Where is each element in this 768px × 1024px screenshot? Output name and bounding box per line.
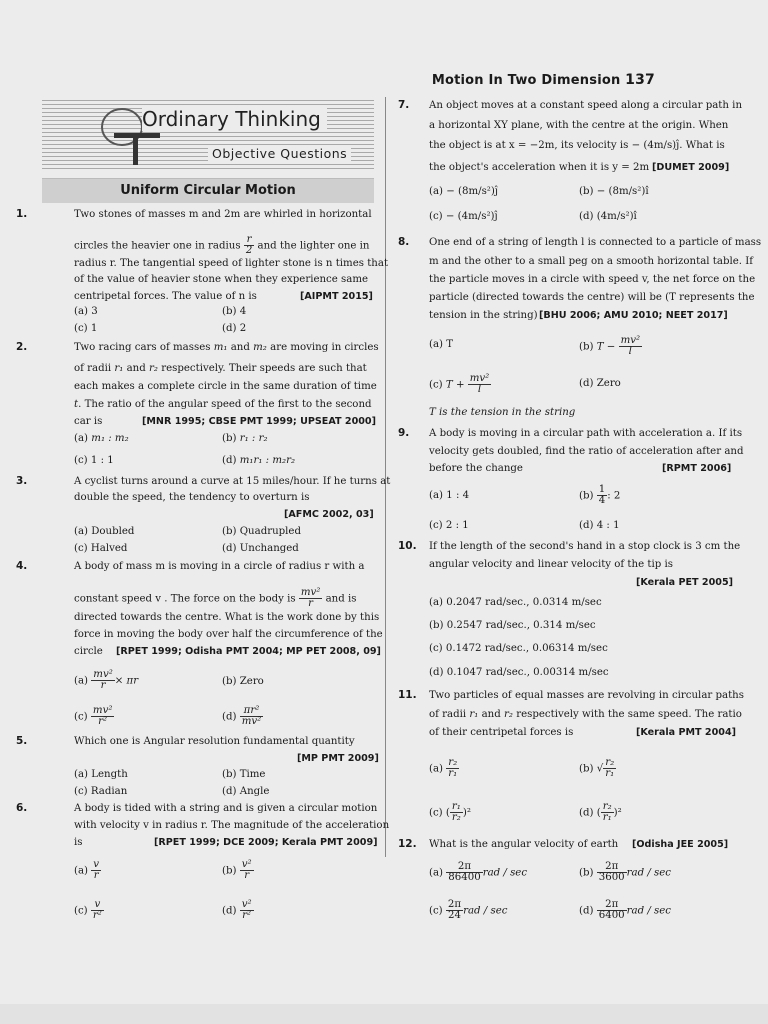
question-number: 4. bbox=[16, 560, 28, 572]
exam-source: [RPET 1999; DCE 2009; Kerala PMT 2009] bbox=[154, 837, 378, 848]
question-text: constant speed v . The force on the body is $\frac{\text{mv²}}{r}$ and is bbox=[74, 587, 357, 609]
option: (b) 4 bbox=[222, 306, 247, 317]
option: (d) Unchanged bbox=[222, 543, 299, 554]
question-text: double the speed, the tendency to overturn is bbox=[74, 492, 310, 503]
option: (b) 0.2547 rad/sec., 0.314 m/sec bbox=[429, 620, 596, 631]
question-text: If the length of the second's hand in a stop clock is 3 cm the bbox=[429, 541, 741, 552]
question-text: of their centripetal forces is bbox=[429, 727, 574, 738]
question-text: circles the heavier one in radius $\frac{r}{2}$ and the lighter one in bbox=[74, 234, 370, 256]
question-text: circle bbox=[74, 646, 103, 657]
question-number: 2. bbox=[16, 341, 28, 353]
question-text: with velocity v in radius r. The magnitude of the acceleration bbox=[74, 820, 390, 831]
option: (c) 2 : 1 bbox=[429, 520, 469, 531]
question-text: of radii r₁ and r₂ respectively with the same speed. The ratio bbox=[429, 709, 742, 720]
option: (a) 0.2047 rad/sec., 0.0314 m/sec bbox=[429, 597, 602, 608]
option: (c) 0.1472 rad/sec., 0.06314 m/sec bbox=[429, 643, 608, 654]
section-heading: Uniform Circular Motion bbox=[42, 178, 374, 203]
question-number: 3. bbox=[16, 475, 28, 487]
option: (d) m₁r₁ : m₂r₂ bbox=[222, 455, 296, 466]
question-text: radius r. The tangential speed of lighter stone is n times that bbox=[74, 258, 389, 269]
option: (b) $\frac{1}{4}$ : 2 bbox=[579, 484, 621, 506]
question-number: 7. bbox=[398, 99, 410, 111]
question-text: each makes a complete circle in the same duration of time bbox=[74, 381, 377, 392]
option: (d) (4m/s²)î bbox=[579, 211, 637, 222]
question-text: force in moving the body over half the circumference of the bbox=[74, 629, 383, 640]
question-text: What is the angular velocity of earth bbox=[429, 839, 619, 850]
page-bottom-edge bbox=[0, 1004, 768, 1024]
option: (c) $\frac{\text{mv²}}{\text{r²}}$ bbox=[74, 705, 113, 727]
option: (c) $\frac{v}{\text{r²}}$ bbox=[74, 899, 102, 921]
question-text: A cyclist turns around a curve at 15 miles/hour. If he turns at bbox=[74, 476, 391, 487]
question-text: Two stones of masses m and 2m are whirled in horizontal bbox=[74, 209, 372, 220]
exam-source: [RPET 1999; Odisha PMT 2004; MP PET 2008, 09] bbox=[116, 646, 381, 657]
option: (d) 0.1047 rad/sec., 0.00314 m/sec bbox=[429, 667, 609, 678]
exam-source: [AIPMT 2015] bbox=[300, 291, 373, 302]
option: (a) $\frac{2\pi}{86400}$ rad / sec bbox=[429, 861, 528, 883]
question-number: 6. bbox=[16, 802, 28, 814]
option: (a) Length bbox=[74, 769, 128, 780]
question-text: before the change bbox=[429, 463, 523, 474]
exam-source: [AFMC 2002, 03] bbox=[284, 509, 374, 520]
exam-source: [Odisha JEE 2005] bbox=[632, 839, 729, 850]
option: (a) $\frac{\text{mv²}}{r}$ × πr bbox=[74, 669, 139, 691]
option: (b) Quadrupled bbox=[222, 526, 301, 537]
exam-source: [MNR 1995; CBSE PMT 1999; UPSEAT 2000] bbox=[142, 416, 376, 427]
option: (b) $\frac{\text{v²}}{r}$ bbox=[222, 859, 252, 881]
exam-source: [RPMT 2006] bbox=[662, 463, 732, 474]
question-number: 10. bbox=[398, 540, 417, 552]
question-number: 9. bbox=[398, 427, 410, 439]
exam-source: [MP PMT 2009] bbox=[297, 753, 379, 764]
option: (b) r₁ : r₂ bbox=[222, 433, 268, 444]
option: (c) − (4m/s²)ĵ bbox=[429, 211, 498, 222]
option: (b) T − $\frac{\text{mv²}}{l}$ bbox=[579, 335, 641, 357]
option: (a) T bbox=[429, 339, 454, 350]
question-text: An object moves at a constant speed along a circular path in bbox=[429, 100, 743, 111]
question-text: a horizontal XY plane, with the centre at the origin. When bbox=[429, 120, 729, 131]
exam-source: [BHU 2006; AMU 2010; NEET 2017] bbox=[539, 310, 728, 321]
option: (b) Zero bbox=[222, 676, 264, 687]
question-text: the particle moves in a circle with speed v, the net force on the bbox=[429, 274, 756, 285]
question-text: A body is tided with a string and is given a circular motion bbox=[74, 803, 378, 814]
question-text: Two particles of equal masses are revolving in circular paths bbox=[429, 690, 744, 701]
question-text: of radii r₁ and r₂ respectively. Their speeds are such that bbox=[74, 363, 367, 374]
option: (a) − (8m/s²)ĵ bbox=[429, 186, 499, 197]
option: (d) $\frac{\text{πr²}}{\text{mv²}}$ bbox=[222, 705, 262, 727]
option: (b) Time bbox=[222, 769, 266, 780]
exam-source: [Kerala PMT 2004] bbox=[636, 727, 737, 738]
option: (a) m₁ : m₂ bbox=[74, 433, 129, 444]
question-number: 1. bbox=[16, 208, 28, 220]
question-text: tension in the string) bbox=[429, 310, 538, 321]
option: (c) T + $\frac{\text{mv²}}{l}$ bbox=[429, 373, 490, 395]
exam-source: [Kerala PET 2005] bbox=[636, 577, 734, 588]
option: (d) ( $\frac{\text{r₂}}{\text{r₁}}$ )² bbox=[579, 801, 622, 823]
option: (b) $\frac{2\pi}{3600}$ rad / sec bbox=[579, 861, 672, 883]
fraction: $\frac{r}{2}$ bbox=[245, 234, 253, 256]
option: (b) − (8m/s²)î bbox=[579, 186, 649, 197]
question-number: 5. bbox=[16, 735, 28, 747]
chapter-title: Motion In Two Dimension bbox=[431, 73, 621, 88]
question-text: is bbox=[74, 837, 83, 848]
question-text: t. The ratio of the angular speed of the first to the second bbox=[74, 399, 372, 410]
question-text: the object's acceleration when it is y = 2m bbox=[429, 162, 650, 173]
option: (c) 1 bbox=[74, 323, 98, 334]
question-text: directed towards the centre. What is the work done by this bbox=[74, 612, 380, 623]
option: (d) Angle bbox=[222, 786, 270, 797]
option: (d) $\frac{\text{v²}}{\text{r²}}$ bbox=[222, 899, 252, 921]
question-text: One end of a string of length l is connected to a particle of mass bbox=[429, 237, 762, 248]
running-header bbox=[432, 72, 655, 88]
option: (a) $\frac{\text{r₂}}{\text{r₁}}$ bbox=[429, 757, 458, 779]
fraction: $\frac{\text{mv²}}{r}$ bbox=[300, 587, 321, 609]
question-number: 12. bbox=[398, 838, 417, 850]
question-text: A body is moving in a circular path with acceleration a. If its bbox=[429, 428, 743, 439]
option: (b) √ $\frac{\text{r₂}}{\text{r₁}}$ bbox=[579, 757, 615, 779]
option: (c) Halved bbox=[74, 543, 128, 554]
option: (d) 2 bbox=[222, 323, 247, 334]
option: (a) 1 : 4 bbox=[429, 490, 470, 501]
question-text: m and the other to a small peg on a smooth horizontal table. If bbox=[429, 256, 754, 267]
option: (a) $\frac{v}{r}$ bbox=[74, 859, 100, 881]
brand-subtitle: Objective Questions bbox=[208, 146, 351, 161]
question-text: A body of mass m is moving in a circle of radius r with a bbox=[74, 561, 365, 572]
question-text: Two racing cars of masses m₁ and m₂ are moving in circles bbox=[74, 342, 379, 353]
option: (c) Radian bbox=[74, 786, 128, 797]
answer-note: T is the tension in the string bbox=[429, 407, 576, 418]
option: (c) ( $\frac{\text{r₁}}{\text{r₂}}$ )² bbox=[429, 801, 471, 823]
exam-source: [DUMET 2009] bbox=[652, 162, 730, 173]
question-text: car is bbox=[74, 416, 103, 427]
page-number: 137 bbox=[625, 72, 655, 88]
question-text: angular velocity and linear velocity of the tip is bbox=[429, 559, 673, 570]
question-text: of the value of heavier stone when they experience same bbox=[74, 274, 369, 285]
option: (a) 3 bbox=[74, 306, 98, 317]
question-text: centripetal forces. The value of n is bbox=[74, 291, 257, 302]
question-text: velocity gets doubled, find the ratio of acceleration after and bbox=[429, 446, 744, 457]
question-text: the object is at x = −2m, its velocity is − (4m/s)ĵ. What is bbox=[429, 140, 725, 151]
question-number: 8. bbox=[398, 236, 410, 248]
brand-title: Ordinary Thinking bbox=[142, 107, 327, 131]
question-text: Which one is Angular resolution fundamental quantity bbox=[74, 736, 355, 747]
option: (d) $\frac{2\pi}{6400}$ rad / sec bbox=[579, 899, 672, 921]
option: (c) 1 : 1 bbox=[74, 455, 114, 466]
brand-banner bbox=[42, 97, 374, 172]
option: (a) Doubled bbox=[74, 526, 135, 537]
option: (c) $\frac{2\pi}{24}$ rad / sec bbox=[429, 899, 508, 921]
question-text: particle (directed towards the centre) will be (T represents the bbox=[429, 292, 755, 303]
option: (d) 4 : 1 bbox=[579, 520, 620, 531]
question-number: 11. bbox=[398, 689, 417, 701]
option: (d) Zero bbox=[579, 378, 621, 389]
